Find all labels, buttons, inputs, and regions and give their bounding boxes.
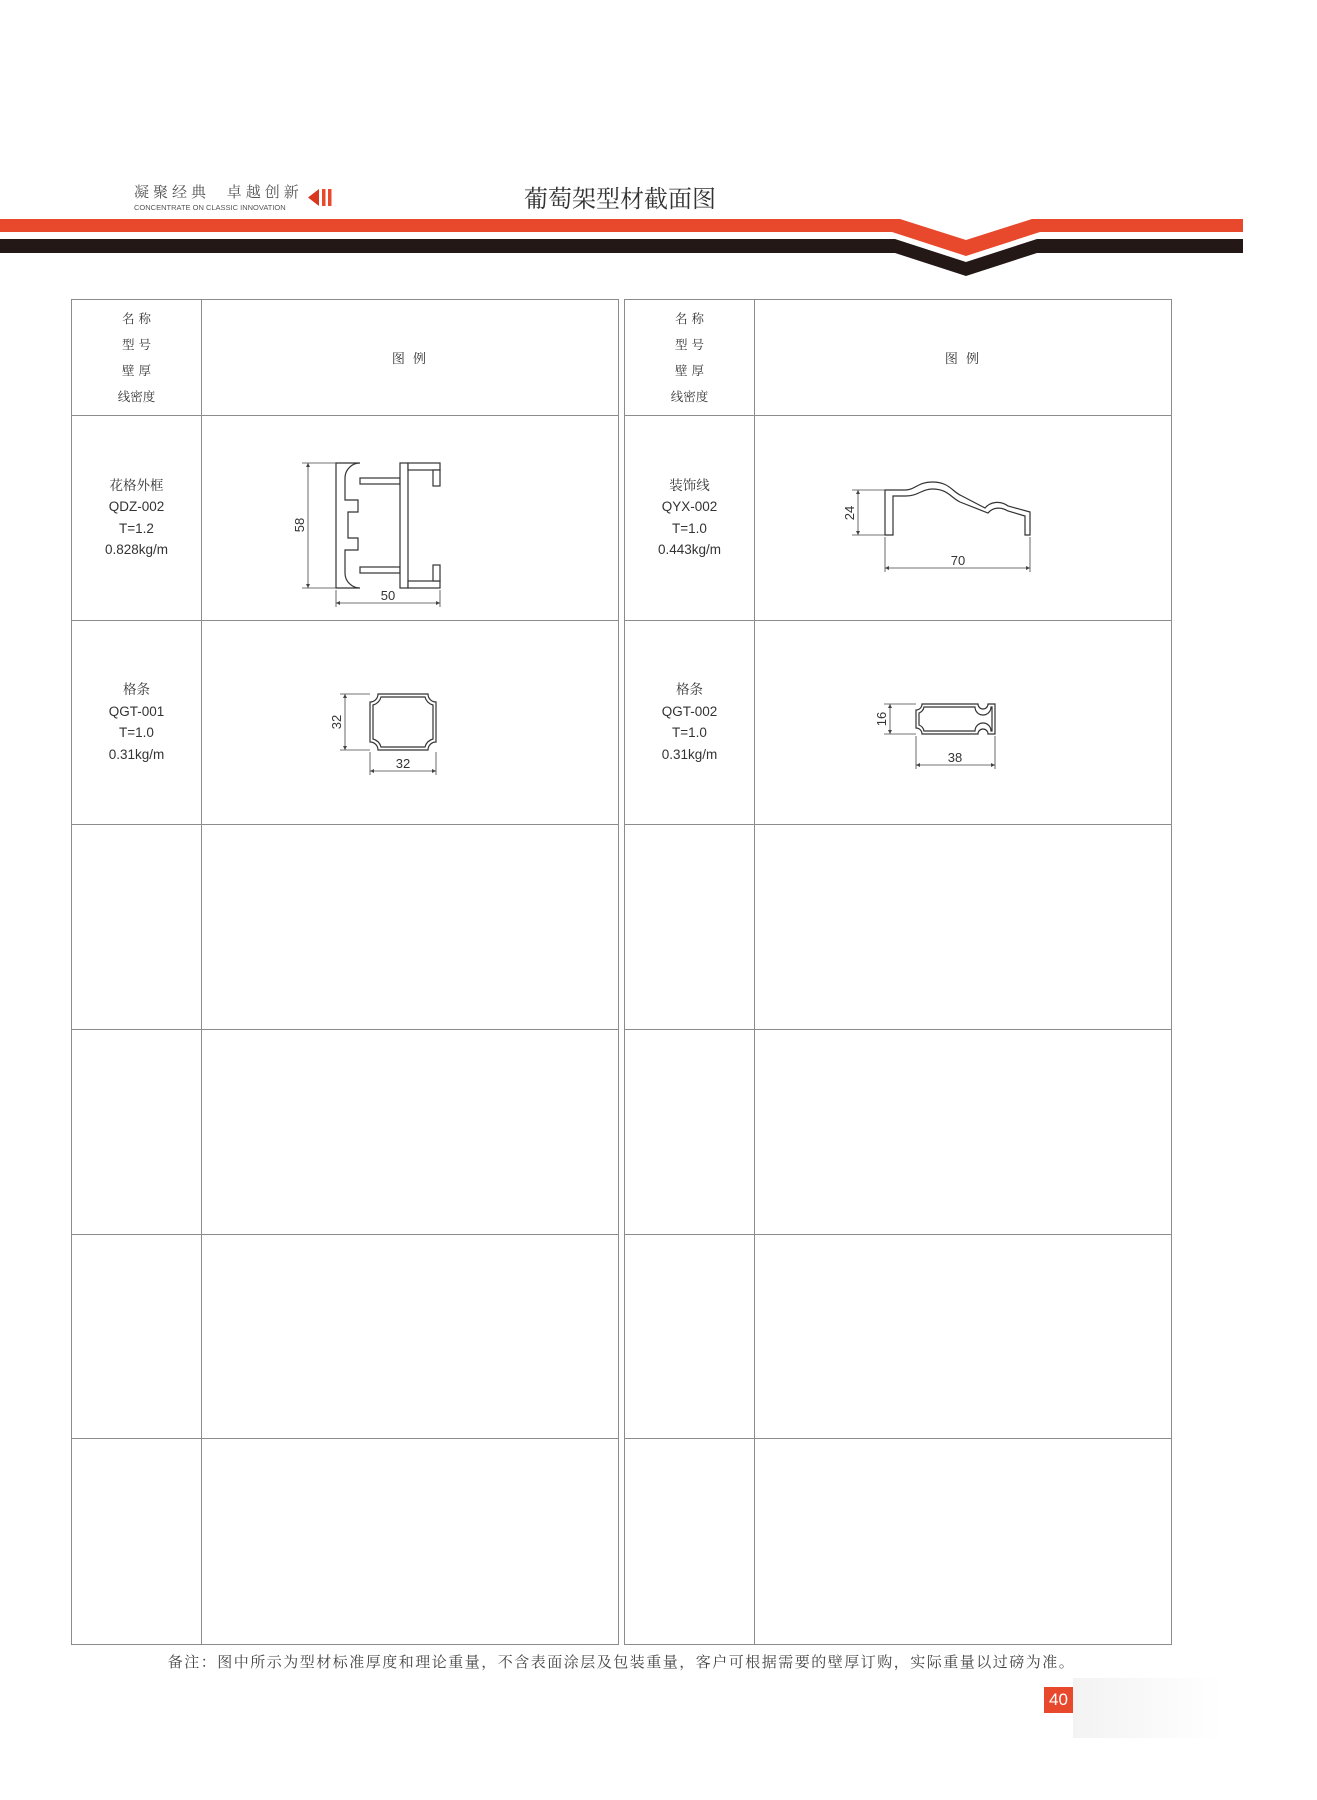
height-dimension-label: 32 [329,714,344,730]
header-field-labels [625,300,755,416]
label-figure: 图 例 [391,352,429,367]
width-dimension-label: 32 [395,756,411,771]
empty-spec-cell [625,1030,755,1235]
spec-cell [72,621,202,826]
label-model: 型 号 [122,336,151,352]
label-thickness: 壁 厚 [122,362,151,378]
profile-outline [336,463,440,588]
label-density: 线密度 [117,388,156,404]
empty-spec-cell [72,1235,202,1440]
profile-density: 0.31kg/m [661,746,718,762]
profile-drawing-qyx002 [838,478,1038,578]
width-dimension-label: 38 [947,750,963,765]
spec-cell [625,416,755,621]
profile-inner-wall [373,697,433,747]
profile-thickness: T=1.0 [672,520,707,536]
page-number: 40 [1044,1687,1073,1713]
brand-slogan: 凝聚经典 卓越创新 [134,183,303,201]
label-density: 线密度 [670,388,709,404]
profile-density: 0.828kg/m [104,542,169,558]
profile-model: QGT-001 [108,703,165,719]
footer-note: 备注：图中所示为型材标准厚度和理论重量，不含表面涂层及包装重量，客户可根据需要的壁厚订购，实际重量以过磅为准。 [167,1653,1076,1671]
empty-figure-cell [755,1439,1171,1644]
empty-figure-cell [202,1235,618,1440]
profile-model: QDZ-002 [108,499,165,515]
page-title: 葡萄架型材截面图 [524,185,716,213]
profile-name: 格条 [676,682,703,698]
profile-thickness: T=1.0 [672,725,707,741]
label-model: 型 号 [675,336,704,352]
empty-spec-cell [72,825,202,1030]
profile-drawing-qgt002 [874,696,1004,774]
profile-density: 0.443kg/m [657,542,722,558]
empty-spec-cell [625,1439,755,1644]
empty-spec-cell [72,1030,202,1235]
label-thickness: 壁 厚 [675,362,704,378]
height-dimension-label: 24 [842,505,857,521]
left-arrow-bars-icon [308,187,334,208]
profile-model: QYX-002 [661,499,718,515]
empty-spec-cell [625,1235,755,1440]
spec-cell [625,621,755,826]
profile-outline [885,482,1030,535]
empty-figure-cell [202,1439,618,1644]
profile-name: 装饰线 [669,477,710,493]
empty-figure-cell [202,1030,618,1235]
profile-drawing-qgt001 [328,686,443,781]
empty-spec-cell [72,1439,202,1644]
height-dimension-label: 16 [874,711,889,727]
empty-spec-cell [625,825,755,1030]
brand-slogan-english: CONCENTRATE ON CLASSIC INNOVATION [134,203,286,212]
label-name: 名 称 [122,310,151,326]
profile-model: QGT-002 [661,703,718,719]
profile-name: 格条 [123,682,150,698]
header-figure-cell [755,300,1171,416]
empty-figure-cell [755,825,1171,1030]
profile-name: 花格外框 [109,477,164,493]
label-figure: 图 例 [944,352,982,367]
profile-drawing-qdz002 [290,450,455,615]
profile-density: 0.31kg/m [108,746,165,762]
page-corner-shade [1073,1678,1223,1738]
header-stripe-band [0,210,1243,290]
profile-thickness: T=1.0 [119,725,154,741]
black-stripe [0,239,1243,276]
profile-thickness: T=1.2 [119,520,154,536]
width-dimension-label: 50 [380,588,396,603]
header-figure-cell [202,300,618,416]
width-dimension-label: 70 [950,553,966,568]
empty-figure-cell [202,825,618,1030]
label-name: 名 称 [675,310,704,326]
empty-figure-cell [755,1030,1171,1235]
empty-figure-cell [755,1235,1171,1440]
height-dimension-label: 58 [292,517,307,533]
header-field-labels [72,300,202,416]
spec-cell [72,416,202,621]
